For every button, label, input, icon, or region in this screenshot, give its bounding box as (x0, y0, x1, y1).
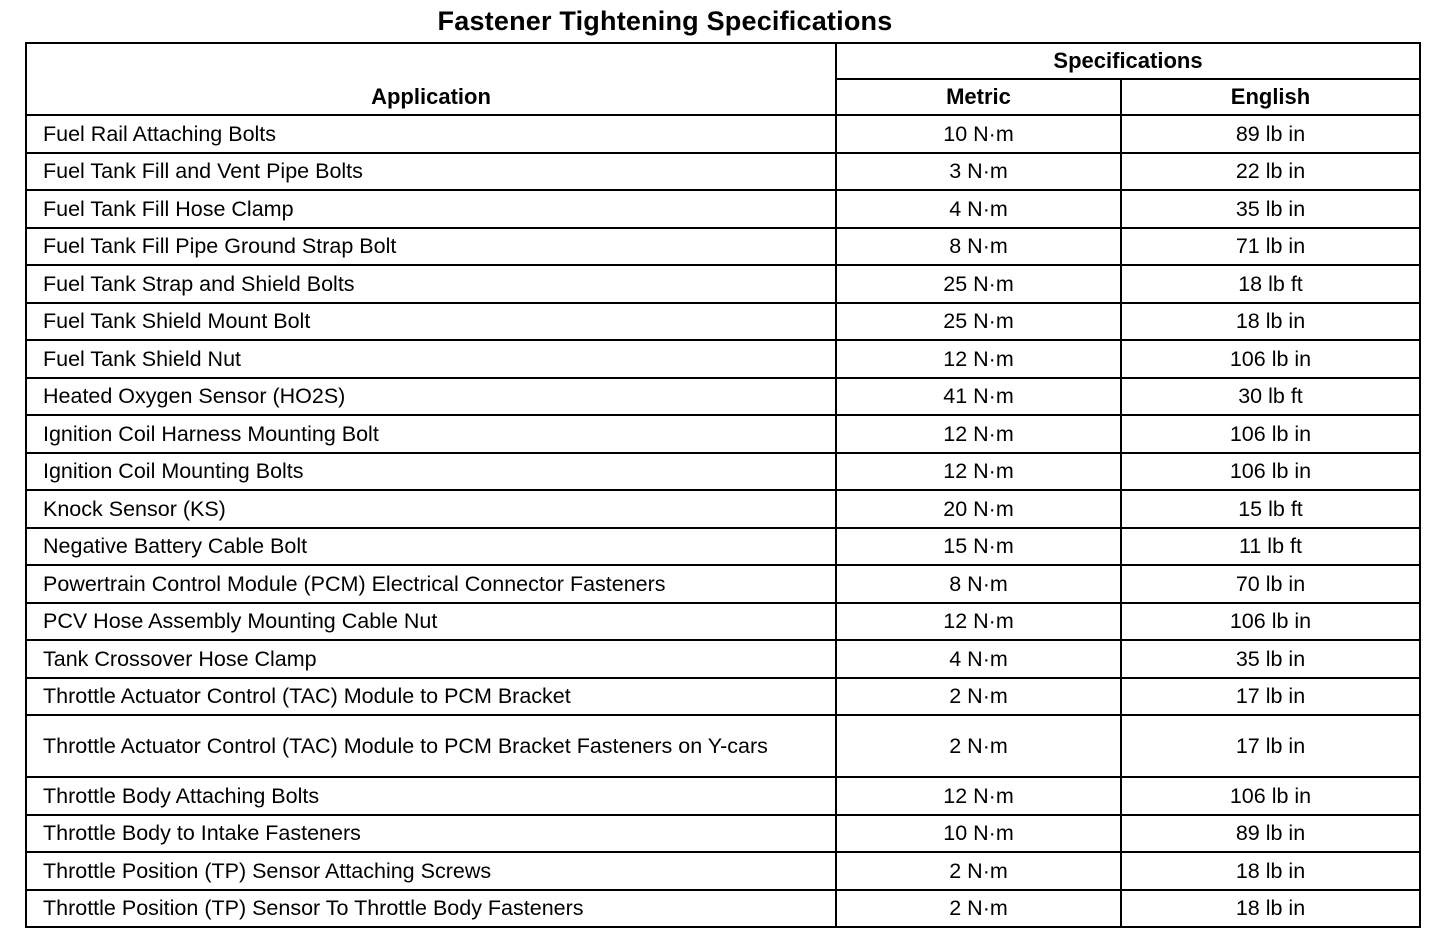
english-cell: 35 lb in (1121, 190, 1420, 228)
application-cell: Ignition Coil Mounting Bolts (26, 453, 836, 491)
table-row (26, 565, 1420, 603)
english-cell: 106 lb in (1121, 415, 1420, 453)
application-cell: Fuel Tank Shield Nut (26, 340, 836, 378)
metric-cell: 12 N·m (836, 603, 1121, 641)
table-row (26, 815, 1420, 853)
english-cell: 89 lb in (1121, 815, 1420, 853)
english-cell: 106 lb in (1121, 603, 1420, 641)
metric-cell: 4 N·m (836, 190, 1121, 228)
english-cell: 15 lb ft (1121, 490, 1420, 528)
table-row (26, 490, 1420, 528)
application-cell: Throttle Actuator Control (TAC) Module to PCM Bracket Fasteners on Y-cars (26, 715, 836, 777)
metric-cell: 12 N·m (836, 340, 1121, 378)
metric-cell: 12 N·m (836, 415, 1121, 453)
application-cell: Fuel Tank Fill Pipe Ground Strap Bolt (26, 228, 836, 266)
application-cell: Powertrain Control Module (PCM) Electrical Connector Fasteners (26, 565, 836, 603)
application-cell: Ignition Coil Harness Mounting Bolt (26, 415, 836, 453)
table-row (26, 678, 1420, 716)
application-cell: Fuel Tank Strap and Shield Bolts (26, 265, 836, 303)
table-row (26, 890, 1420, 928)
metric-cell: 8 N·m (836, 228, 1121, 266)
column-header-specifications: Specifications (836, 43, 1420, 79)
application-cell: Knock Sensor (KS) (26, 490, 836, 528)
table-row (26, 228, 1420, 266)
table-row (26, 640, 1420, 678)
metric-cell: 41 N·m (836, 378, 1121, 416)
table-row (26, 528, 1420, 566)
metric-cell: 3 N·m (836, 153, 1121, 191)
english-cell: 30 lb ft (1121, 378, 1420, 416)
table-row (26, 603, 1420, 641)
english-cell: 106 lb in (1121, 340, 1420, 378)
english-cell: 18 lb in (1121, 852, 1420, 890)
page-title: Fastener Tightening Specifications (437, 6, 893, 36)
english-cell: 22 lb in (1121, 153, 1420, 191)
application-cell: Fuel Tank Fill Hose Clamp (26, 190, 836, 228)
english-cell: 18 lb in (1121, 303, 1420, 341)
application-cell: Throttle Body to Intake Fasteners (26, 815, 836, 853)
metric-cell: 20 N·m (836, 490, 1121, 528)
english-cell: 89 lb in (1121, 115, 1420, 153)
column-header-english: English (1121, 79, 1420, 115)
table-row (26, 852, 1420, 890)
application-cell: Heated Oxygen Sensor (HO2S) (26, 378, 836, 416)
table-row (26, 777, 1420, 815)
english-cell: 106 lb in (1121, 453, 1420, 491)
table-row (26, 453, 1420, 491)
application-cell: Throttle Actuator Control (TAC) Module to PCM Bracket (26, 678, 836, 716)
english-cell: 18 lb ft (1121, 265, 1420, 303)
metric-cell: 2 N·m (836, 678, 1121, 716)
table-row (26, 115, 1420, 153)
english-cell: 11 lb ft (1121, 528, 1420, 566)
table-row (26, 378, 1420, 416)
fastener-spec-table (25, 42, 1421, 928)
table-row (26, 415, 1420, 453)
application-cell: Fuel Rail Attaching Bolts (26, 115, 836, 153)
english-cell: 18 lb in (1121, 890, 1420, 928)
application-cell: Fuel Tank Fill and Vent Pipe Bolts (26, 153, 836, 191)
application-cell: Throttle Position (TP) Sensor Attaching Screws (26, 852, 836, 890)
english-cell: 70 lb in (1121, 565, 1420, 603)
table-row (26, 190, 1420, 228)
application-cell: Negative Battery Cable Bolt (26, 528, 836, 566)
application-cell: Fuel Tank Shield Mount Bolt (26, 303, 836, 341)
metric-cell: 8 N·m (836, 565, 1121, 603)
english-cell: 106 lb in (1121, 777, 1420, 815)
metric-cell: 10 N·m (836, 815, 1121, 853)
table-row (26, 715, 1420, 777)
metric-cell: 2 N·m (836, 715, 1121, 777)
application-cell: Tank Crossover Hose Clamp (26, 640, 836, 678)
metric-cell: 25 N·m (836, 265, 1121, 303)
metric-cell: 12 N·m (836, 453, 1121, 491)
english-cell: 71 lb in (1121, 228, 1420, 266)
metric-cell: 10 N·m (836, 115, 1121, 153)
metric-cell: 2 N·m (836, 852, 1121, 890)
table-row (26, 153, 1420, 191)
table-row (26, 265, 1420, 303)
metric-cell: 2 N·m (836, 890, 1121, 928)
english-cell: 17 lb in (1121, 678, 1420, 716)
table-row (26, 340, 1420, 378)
metric-cell: 12 N·m (836, 777, 1121, 815)
column-header-metric: Metric (836, 79, 1121, 115)
application-cell: PCV Hose Assembly Mounting Cable Nut (26, 603, 836, 641)
metric-cell: 25 N·m (836, 303, 1121, 341)
column-header-application: Application (26, 43, 836, 115)
metric-cell: 15 N·m (836, 528, 1121, 566)
english-cell: 35 lb in (1121, 640, 1420, 678)
table-row (26, 303, 1420, 341)
metric-cell: 4 N·m (836, 640, 1121, 678)
application-cell: Throttle Body Attaching Bolts (26, 777, 836, 815)
english-cell: 17 lb in (1121, 715, 1420, 777)
application-cell: Throttle Position (TP) Sensor To Throttle Body Fasteners (26, 890, 836, 928)
